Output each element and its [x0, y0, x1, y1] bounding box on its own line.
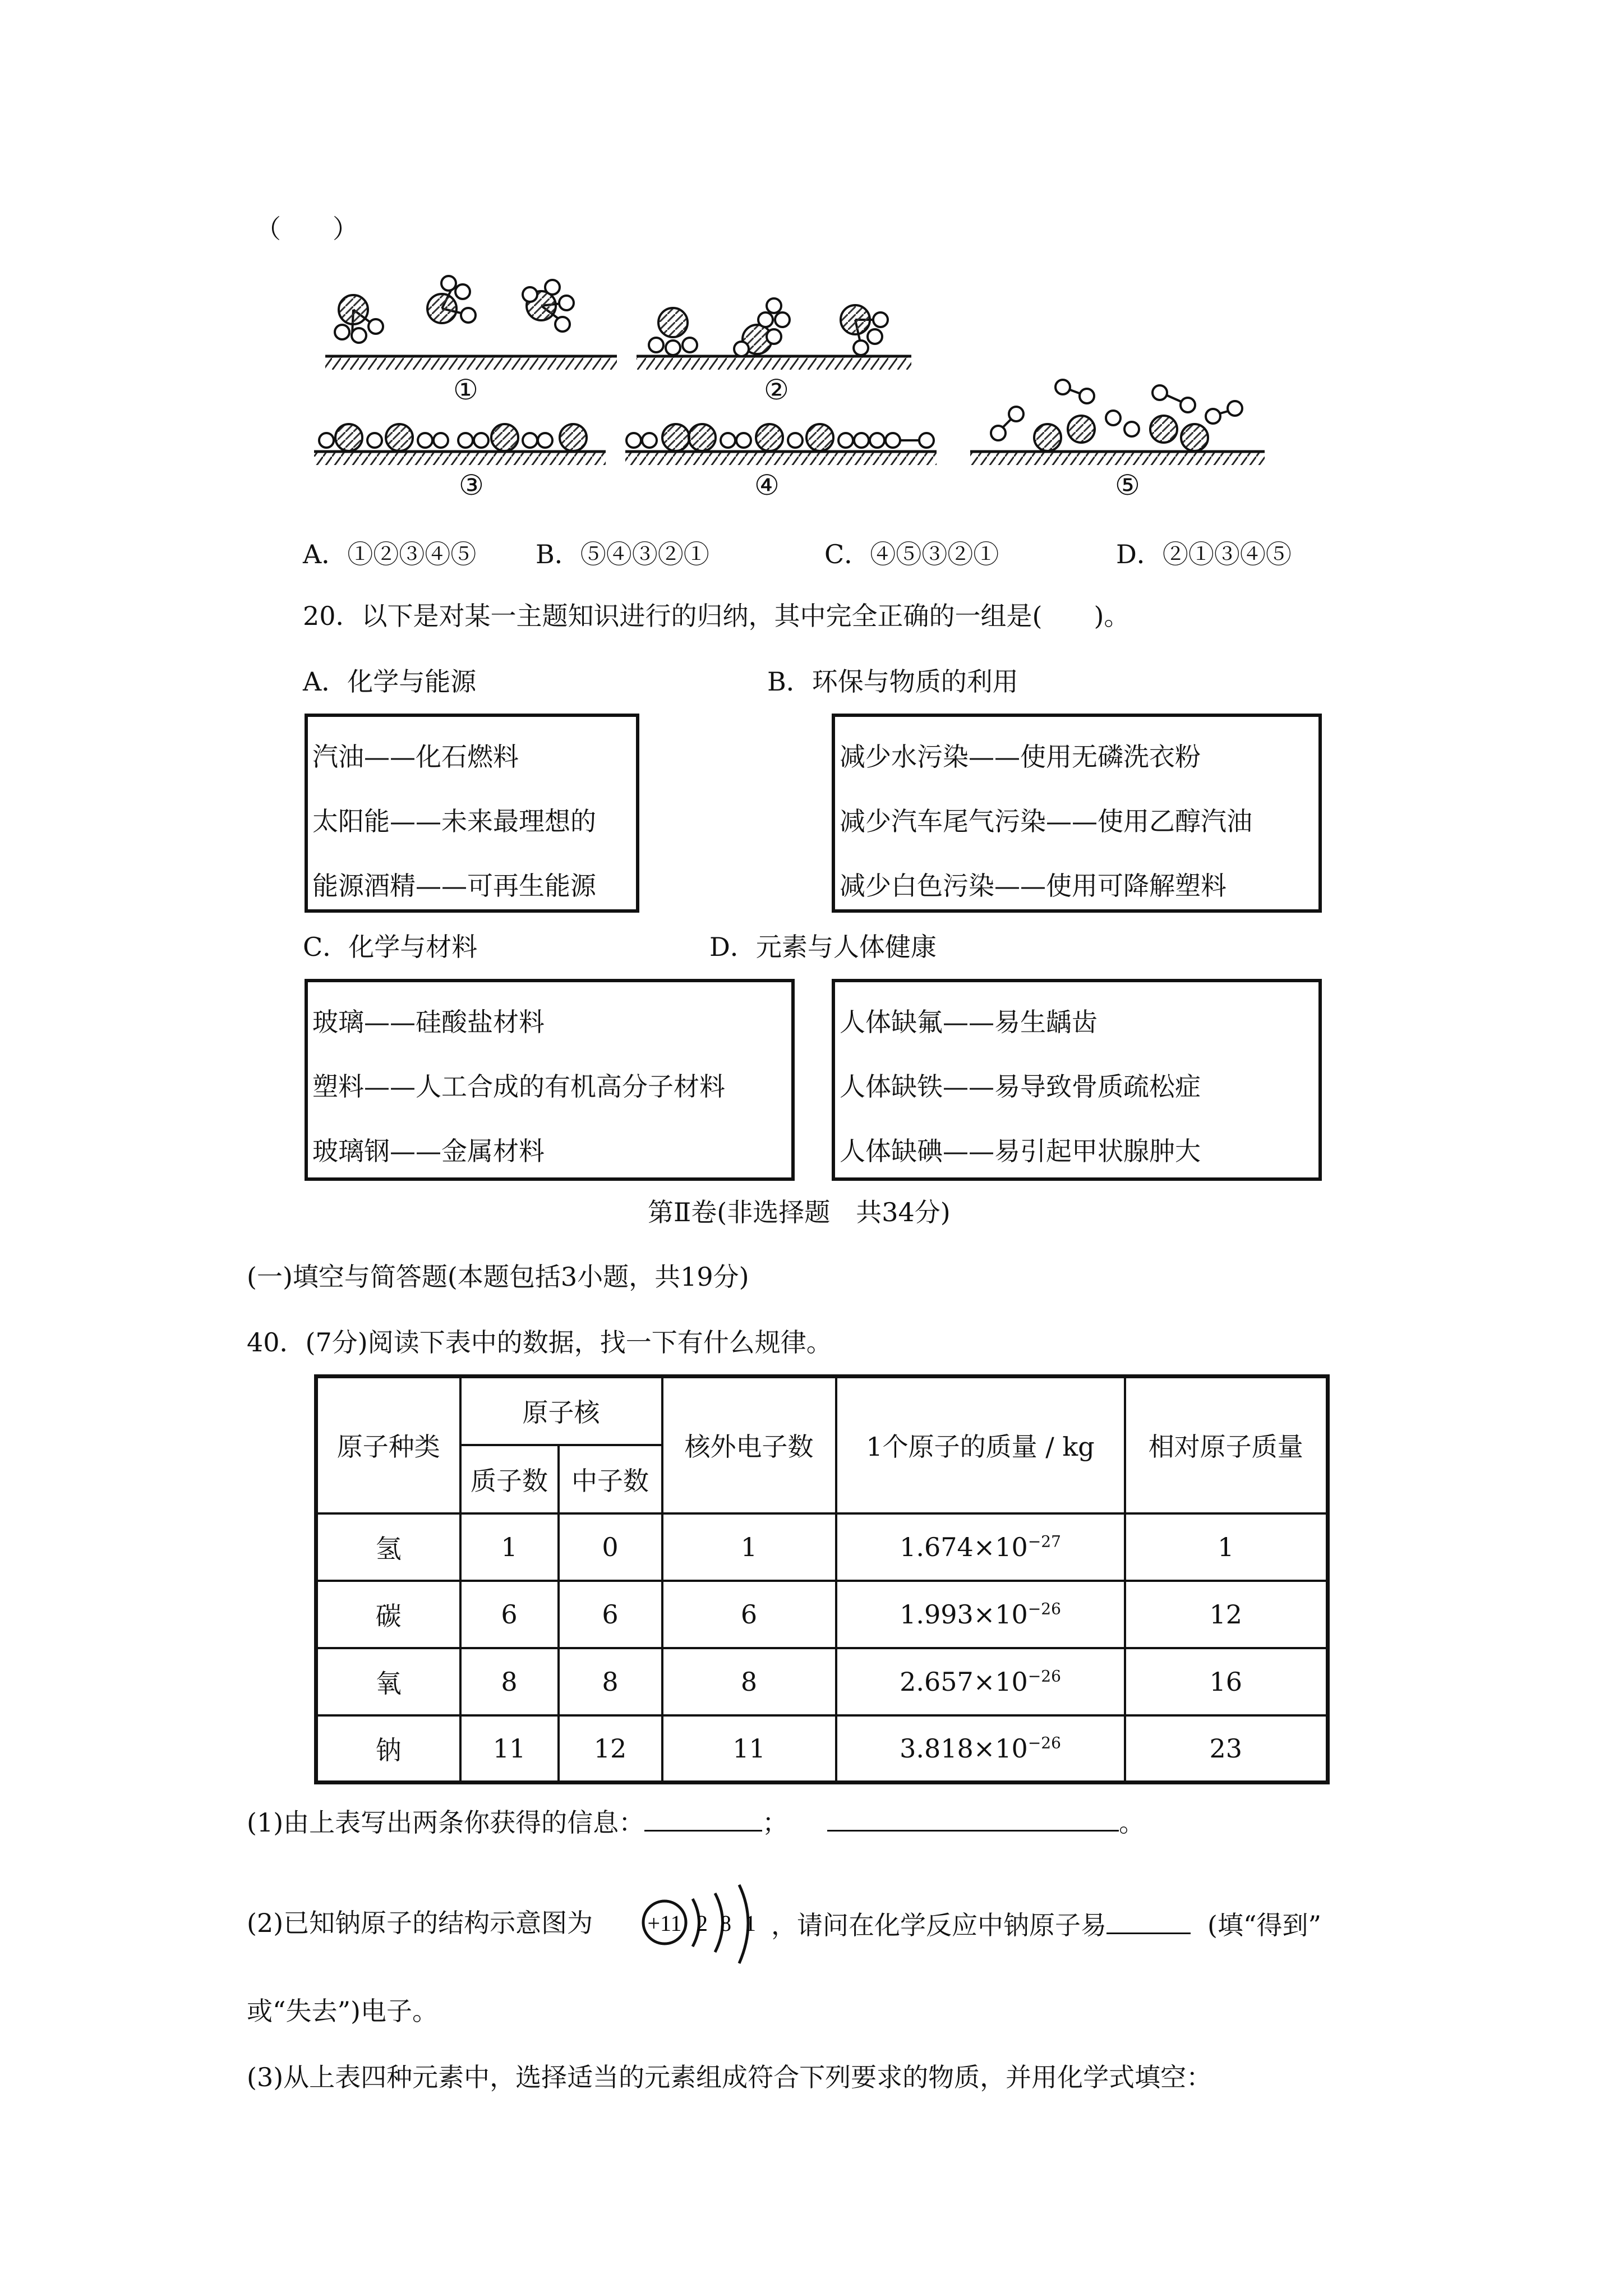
sub2-suffix: (填“得到” — [1207, 1910, 1321, 1940]
cell-name: 氢 — [316, 1513, 460, 1581]
diagram-label-5: ⑤ — [1115, 469, 1140, 501]
cell-relative: 23 — [1125, 1715, 1328, 1783]
group-d-line-2: 人体缺铁——易导致骨质疏松症 — [840, 1071, 1201, 1102]
header-nucleus: 原子核 — [460, 1377, 662, 1445]
cell-electrons: 6 — [662, 1581, 836, 1648]
header-atom-type: 原子种类 — [316, 1377, 460, 1513]
surface-4 — [625, 452, 937, 465]
cell-neutrons: 0 — [559, 1513, 662, 1581]
cell-protons: 1 — [460, 1513, 559, 1581]
cell-mass — [836, 1715, 1125, 1783]
question-20-stem: 20．以下是对某一主题知识进行的归纳，其中完全正确的一组是( )。 — [303, 601, 1130, 631]
group-c-line-3: 玻璃钢——金属材料 — [312, 1136, 545, 1166]
surface-5 — [970, 452, 1265, 465]
header-relative-mass: 相对原子质量 — [1125, 1377, 1328, 1513]
group-a-box — [305, 714, 639, 913]
group-b-line-3: 减少白色污染——使用可降解塑料 — [840, 871, 1227, 901]
sub1-end: 。 — [1119, 1807, 1145, 1838]
mass-exponent: −27 — [1027, 1532, 1061, 1551]
sub2-line2: 或“失去”)电子。 — [247, 1996, 438, 2026]
table-row — [316, 1648, 1328, 1715]
question-40-stem: 40．(7分)阅读下表中的数据，找一下有什么规律。 — [247, 1327, 832, 1358]
molecules-panel-4 — [626, 424, 934, 451]
shell-3-electrons: 1 — [745, 1911, 756, 1936]
mass-value: 1.993×10 — [900, 1599, 1028, 1630]
diagram-label-2: ② — [764, 374, 789, 406]
cell-relative: 16 — [1125, 1648, 1328, 1715]
answer-blank-3[interactable] — [1106, 1910, 1191, 1934]
group-d-line-1: 人体缺氟——易生龋齿 — [840, 1007, 1098, 1037]
nucleus-charge: +11 — [647, 1911, 682, 1936]
diagram-label-3: ③ — [459, 469, 484, 501]
cell-neutrons: 6 — [559, 1581, 662, 1648]
cell-name: 钠 — [316, 1715, 460, 1783]
mass-exponent: −26 — [1027, 1667, 1061, 1686]
group-a-line-1: 汽油——化石燃料 — [312, 742, 519, 772]
option-c[interactable]: C．④⑤③②① — [824, 539, 999, 569]
option-d[interactable]: D．②①③④⑤ — [1116, 539, 1292, 569]
cell-relative: 12 — [1125, 1581, 1328, 1648]
molecules-panel-3 — [319, 424, 587, 451]
sub2-prefix: (2)已知钠原子的结构示意图为 — [247, 1908, 593, 1938]
group-a-line-2: 太阳能——未来最理想的 — [312, 806, 596, 836]
molecules-panel-5 — [991, 380, 1242, 451]
sub-question-2-rest — [771, 1910, 1321, 1938]
option-b[interactable]: B．⑤④③②① — [536, 539, 709, 569]
cell-name: 碳 — [316, 1581, 460, 1648]
cell-mass — [836, 1581, 1125, 1648]
sub1-separator: ； — [762, 1807, 789, 1838]
cell-protons: 6 — [460, 1581, 559, 1648]
mass-exponent: −26 — [1027, 1599, 1061, 1618]
group-b-line-1: 减少水污染——使用无磷洗衣粉 — [840, 742, 1201, 772]
cell-electrons: 11 — [662, 1715, 836, 1783]
group-b-box — [832, 714, 1322, 913]
option-a[interactable]: A．①②③④⑤ — [303, 539, 477, 569]
shell-2-electrons: 8 — [720, 1911, 731, 1936]
cell-electrons: 1 — [662, 1513, 836, 1581]
shell-1-electrons: 2 — [697, 1911, 708, 1936]
mass-value: 2.657×10 — [900, 1666, 1028, 1697]
group-c-box — [305, 979, 795, 1181]
table-row — [316, 1581, 1328, 1648]
header-electrons: 核外电子数 — [662, 1377, 836, 1513]
group-c-line-2: 塑料——人工合成的有机高分子材料 — [312, 1071, 725, 1102]
surface-3 — [314, 452, 606, 465]
sub1-prefix: (1)由上表写出两条你获得的信息： — [247, 1807, 645, 1838]
group-b-line-2: 减少汽车尾气污染——使用乙醇汽油 — [840, 806, 1252, 836]
header-neutrons: 中子数 — [559, 1445, 662, 1513]
sub-question-1 — [247, 1807, 1145, 1838]
group-b-label[interactable]: B．环保与物质的利用 — [767, 666, 1018, 697]
cell-neutrons: 12 — [559, 1715, 662, 1783]
answer-bracket: （ ） — [255, 214, 358, 244]
sodium-atom-structure-diagram — [639, 1879, 774, 1969]
cell-neutrons: 8 — [559, 1648, 662, 1715]
cell-protons: 11 — [460, 1715, 559, 1783]
group-c-line-1: 玻璃——硅酸盐材料 — [312, 1007, 545, 1037]
header-mass: 1个原子的质量 / kg — [836, 1377, 1125, 1513]
table-row — [316, 1715, 1328, 1783]
sub2-middle: ，请问在化学反应中钠原子易 — [771, 1910, 1106, 1940]
cell-relative: 1 — [1125, 1513, 1328, 1581]
cell-name: 氧 — [316, 1648, 460, 1715]
mass-exponent: −26 — [1027, 1733, 1061, 1752]
surface-2 — [637, 356, 911, 370]
group-a-line-3: 能源酒精——可再生能源 — [312, 871, 596, 901]
section-part: (一)填空与简答题(本题包括3小题，共19分) — [247, 1262, 749, 1292]
sub-question-3: (3)从上表四种元素中，选择适当的元素组成符合下列要求的物质，并用化学式填空： — [247, 2062, 1212, 2092]
header-protons: 质子数 — [460, 1445, 559, 1513]
group-c-label[interactable]: C．化学与材料 — [303, 932, 478, 962]
cell-mass — [836, 1513, 1125, 1581]
mass-value: 3.818×10 — [900, 1733, 1028, 1764]
group-d-line-3: 人体缺碘——易引起甲状腺肿大 — [840, 1136, 1201, 1166]
mass-value: 1.674×10 — [900, 1531, 1028, 1562]
answer-blank-2[interactable] — [827, 1807, 1119, 1832]
cell-protons: 8 — [460, 1648, 559, 1715]
cell-electrons: 8 — [662, 1648, 836, 1715]
section-title: 第Ⅱ卷(非选择题 共34分) — [648, 1197, 951, 1227]
group-d-label[interactable]: D．元素与人体健康 — [709, 932, 937, 962]
table-row — [316, 1513, 1328, 1581]
cell-mass — [836, 1648, 1125, 1715]
molecules-panel-1 — [335, 276, 574, 343]
answer-blank-1[interactable] — [644, 1807, 762, 1832]
group-a-label[interactable]: A．化学与能源 — [303, 666, 477, 697]
group-d-box — [832, 979, 1322, 1181]
diagram-label-4: ④ — [754, 469, 780, 501]
diagram-label-1: ① — [453, 374, 478, 406]
surface-1 — [325, 356, 617, 370]
atom-data-table — [314, 1374, 1330, 1784]
molecules-panel-2 — [649, 298, 888, 356]
